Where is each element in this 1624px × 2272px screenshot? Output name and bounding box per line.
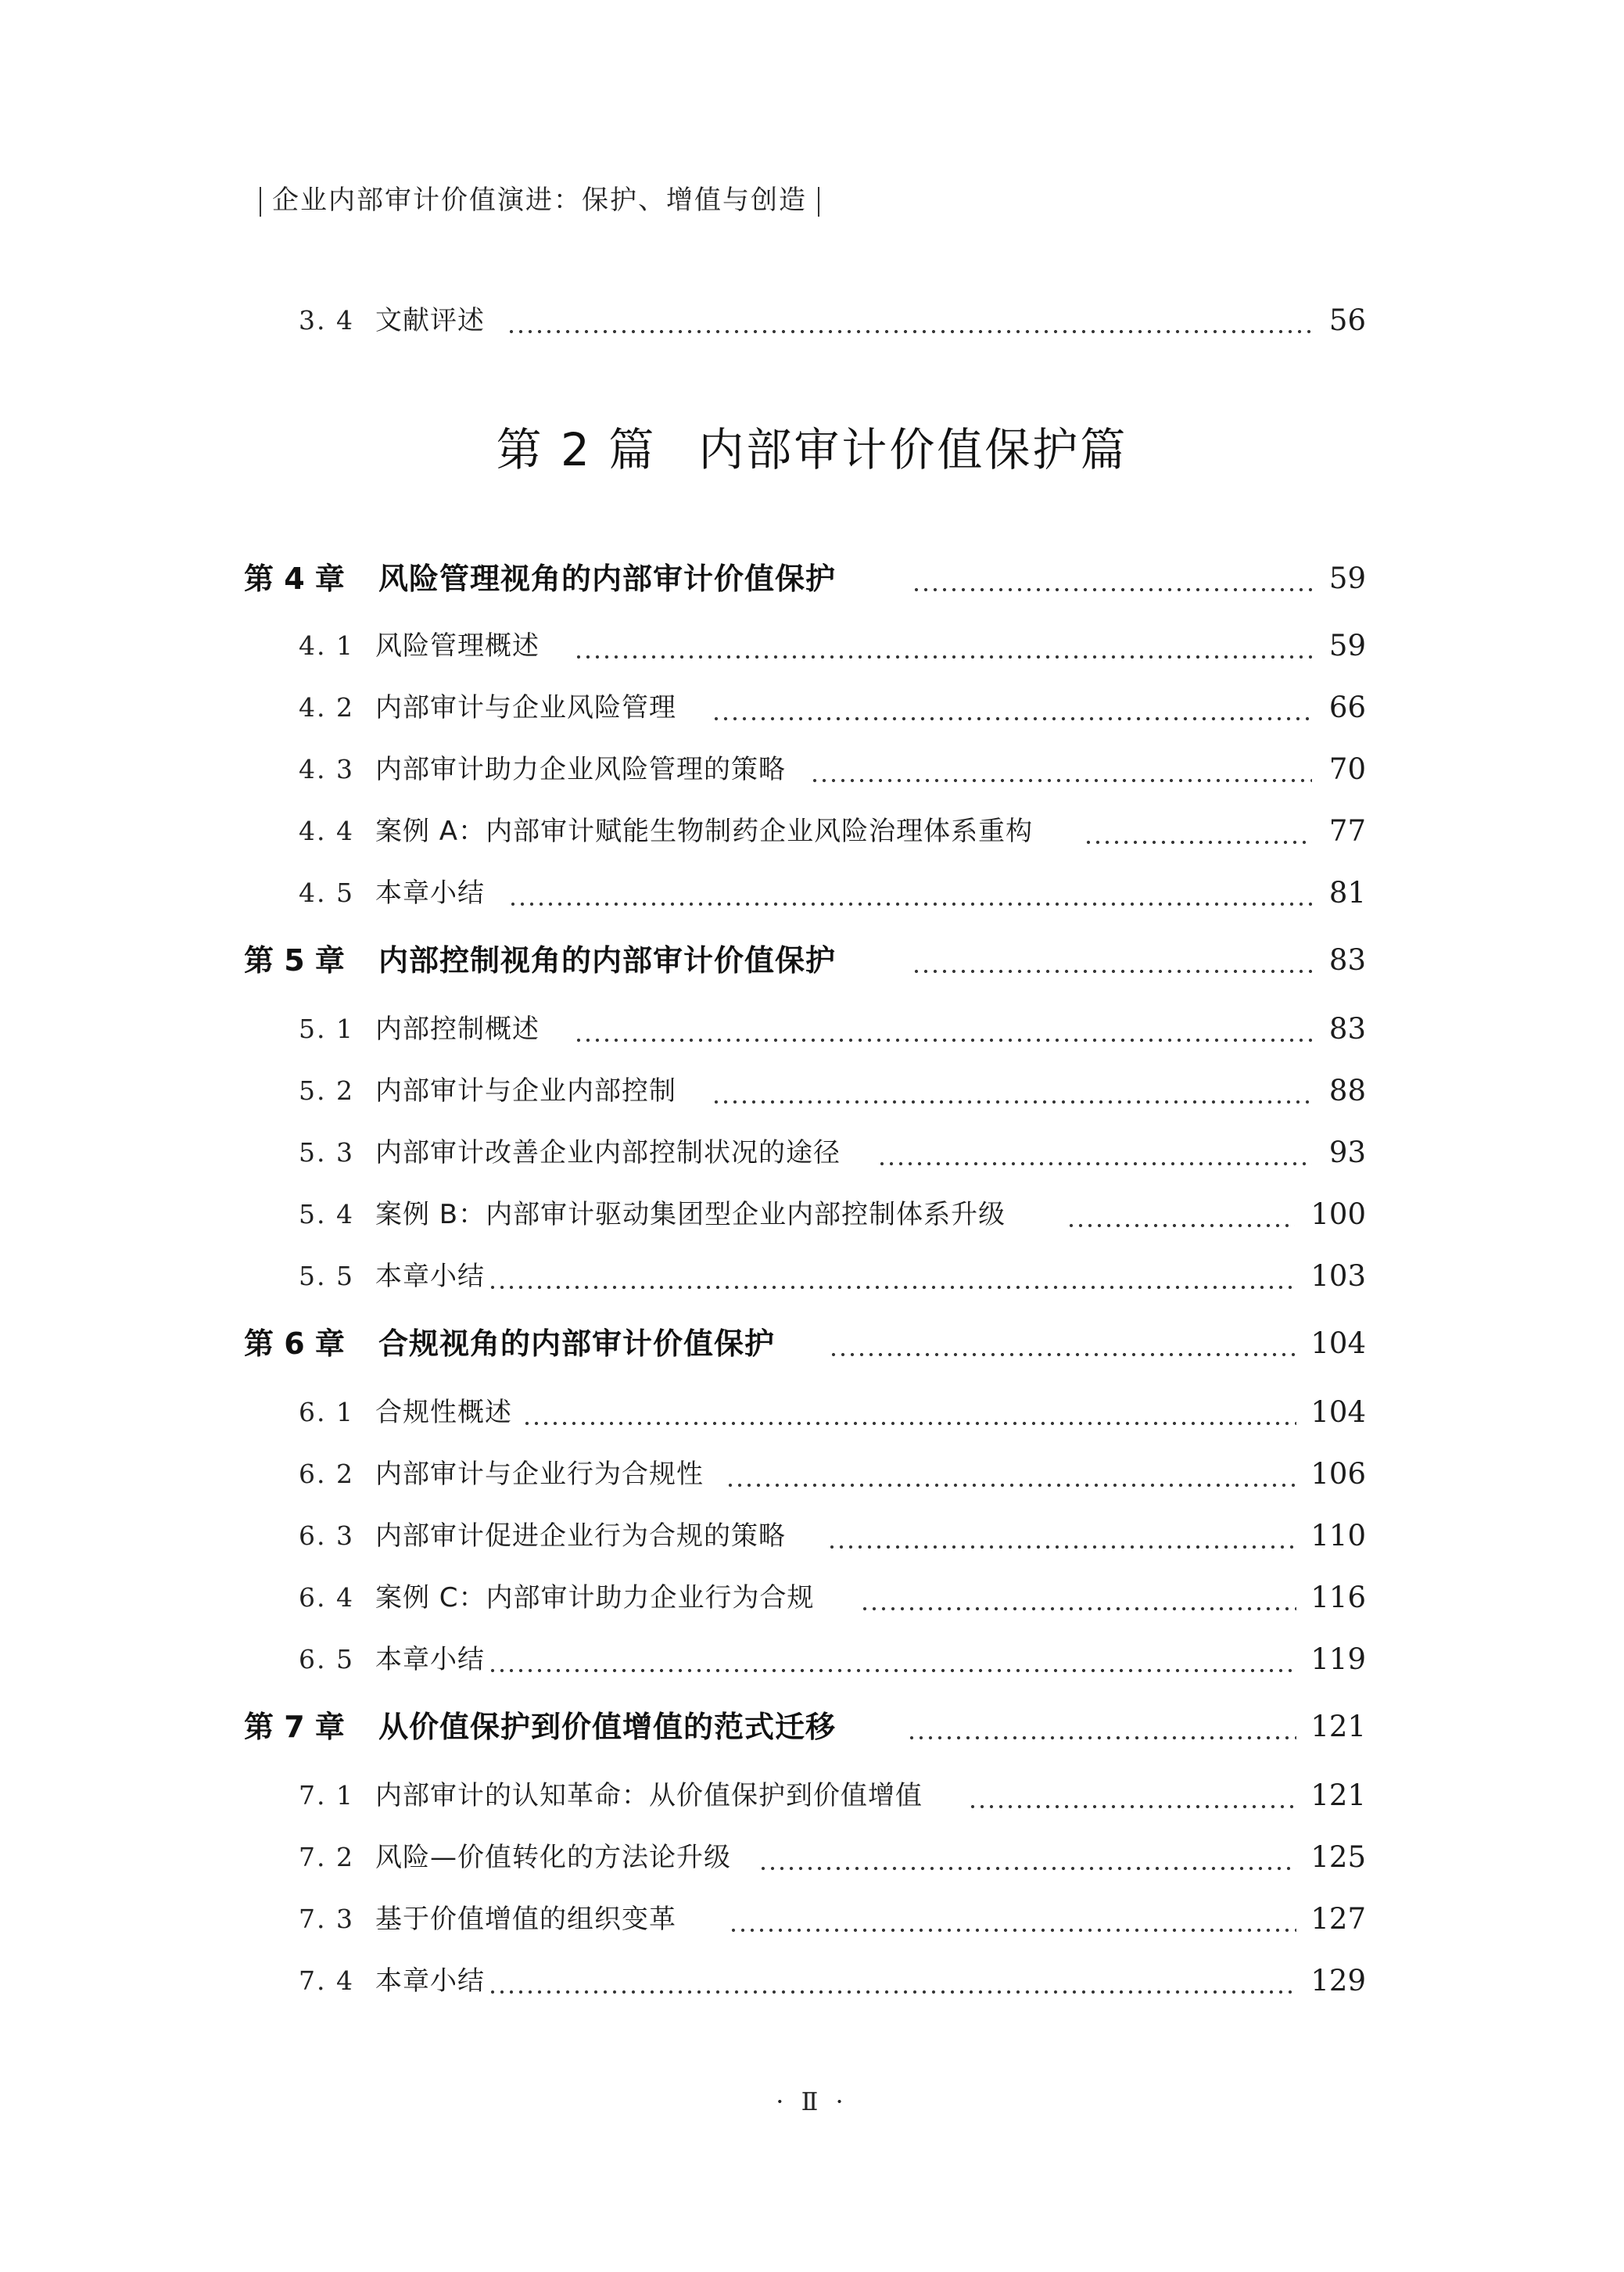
toc-chapter-row[interactable]	[0, 1703, 1624, 1750]
chapter-title: 内部控制视角的内部审计价值保护	[378, 943, 837, 978]
toc-section-row[interactable]	[0, 1636, 1624, 1683]
section-number: 5. 1	[299, 1014, 354, 1044]
toc-section-row[interactable]	[0, 1896, 1624, 1943]
section-title: 案例 C：内部审计助力企业行为合规	[375, 1582, 815, 1613]
page-number: 77	[1328, 814, 1366, 848]
section-number: 7. 1	[299, 1780, 354, 1811]
running-header	[249, 178, 830, 217]
leader-dots	[712, 684, 1312, 731]
toc-section-row[interactable]	[0, 1513, 1624, 1560]
page-number: 81	[1328, 876, 1366, 910]
page-number: 59	[1328, 562, 1366, 595]
section-number: 4. 1	[299, 630, 354, 661]
page-number: 88	[1328, 1074, 1366, 1107]
leader-dots	[860, 1574, 1296, 1621]
page-number: 116	[1310, 1581, 1366, 1614]
toc-section-row[interactable]	[0, 1834, 1624, 1881]
section-number: 6. 3	[299, 1520, 354, 1551]
section-number: 7. 4	[299, 1965, 354, 1996]
section-title: 本章小结	[375, 878, 485, 909]
page-folio: · Ⅱ ·	[776, 2087, 848, 2116]
page-number: 70	[1328, 752, 1366, 786]
chapter-title: 风险管理视角的内部审计价值保护	[378, 562, 837, 596]
toc-chapter-row[interactable]	[0, 555, 1624, 602]
leader-dots	[712, 1068, 1312, 1114]
section-number: 7. 2	[299, 1842, 354, 1872]
section-title: 风险管理概述	[375, 630, 540, 662]
leader-dots	[877, 1129, 1312, 1176]
section-title: 内部审计与企业风险管理	[375, 692, 676, 723]
section-number: 3. 4	[299, 305, 354, 336]
section-number: 4. 3	[299, 754, 354, 784]
toc-chapter-row[interactable]	[0, 937, 1624, 984]
toc-section-row[interactable]	[0, 1191, 1624, 1238]
leader-dots	[488, 1253, 1296, 1300]
chapter-title: 从价值保护到价值增值的范式迁移	[378, 1710, 837, 1744]
page-number: 56	[1328, 303, 1366, 337]
page-number: 59	[1328, 629, 1366, 662]
page-number: 119	[1310, 1642, 1366, 1676]
page-number: 104	[1310, 1395, 1366, 1429]
leader-dots	[907, 1703, 1296, 1750]
leader-dots	[508, 870, 1312, 917]
leader-dots	[1084, 808, 1312, 855]
leader-dots	[829, 1320, 1296, 1367]
toc-section-row[interactable]	[0, 623, 1624, 669]
page-number: 83	[1328, 943, 1366, 977]
section-title: 文献评述	[375, 305, 485, 336]
leader-dots	[968, 1772, 1296, 1819]
section-title: 案例 B：内部审计驱动集团型企业内部控制体系升级	[375, 1199, 1006, 1230]
chapter-number: 第 6 章	[244, 1326, 345, 1361]
section-number: 4. 4	[299, 816, 354, 846]
leader-dots	[488, 1958, 1296, 2005]
chapter-number: 第 4 章	[244, 562, 345, 596]
section-number: 5. 3	[299, 1137, 354, 1168]
section-title: 本章小结	[375, 1644, 485, 1675]
toc-chapter-row[interactable]	[0, 1320, 1624, 1367]
section-number: 6. 4	[299, 1582, 354, 1613]
part-title	[0, 413, 1624, 479]
section-title: 内部审计的认知革命：从价值保护到价值增值	[375, 1780, 923, 1811]
leader-dots	[827, 1513, 1296, 1560]
toc-section-row[interactable]	[0, 870, 1624, 917]
toc-section-row[interactable]	[0, 1129, 1624, 1176]
section-title: 合规性概述	[375, 1397, 512, 1428]
page-number: 66	[1328, 691, 1366, 724]
section-title: 案例 A：内部审计赋能生物制药企业风险治理体系重构	[375, 816, 1034, 847]
toc-section-row[interactable]	[0, 1772, 1624, 1819]
toc-section-row[interactable]	[0, 1958, 1624, 2005]
toc-section-row[interactable]	[0, 746, 1624, 793]
leader-dots	[912, 937, 1312, 984]
chapter-number: 第 5 章	[244, 943, 345, 978]
page-number: 121	[1310, 1710, 1366, 1743]
toc-section-row[interactable]	[0, 297, 1624, 344]
leader-dots	[574, 1006, 1312, 1053]
page-number: 129	[1310, 1964, 1366, 1997]
section-title: 本章小结	[375, 1965, 485, 1997]
page-number: 104	[1310, 1326, 1366, 1360]
section-number: 5. 4	[299, 1199, 354, 1229]
page-number: 110	[1310, 1519, 1366, 1552]
leader-dots	[488, 1636, 1296, 1683]
page-number: 103	[1310, 1259, 1366, 1293]
page-number: 121	[1310, 1778, 1366, 1812]
header-right-bar	[818, 187, 819, 217]
toc-section-row[interactable]	[0, 808, 1624, 855]
section-number: 7. 3	[299, 1904, 354, 1934]
toc-section-row[interactable]	[0, 1574, 1624, 1621]
section-number: 6. 2	[299, 1459, 354, 1489]
leader-dots	[522, 1389, 1296, 1436]
section-number: 4. 5	[299, 878, 354, 908]
part-label: 第 2 篇	[496, 423, 657, 476]
section-number: 6. 1	[299, 1397, 354, 1427]
leader-dots	[1067, 1191, 1295, 1238]
section-title: 内部控制概述	[375, 1014, 540, 1045]
section-title: 基于价值增值的组织变革	[375, 1904, 676, 1935]
leader-dots	[758, 1834, 1296, 1881]
section-number: 6. 5	[299, 1644, 354, 1674]
leader-dots	[507, 297, 1312, 344]
section-title: 本章小结	[375, 1261, 485, 1292]
section-title: 内部审计改善企业内部控制状况的途径	[375, 1137, 841, 1168]
header-left-bar	[260, 187, 261, 217]
page-number: 125	[1310, 1840, 1366, 1874]
section-title: 风险—价值转化的方法论升级	[375, 1842, 731, 1873]
leader-dots	[726, 1451, 1296, 1498]
chapter-title: 合规视角的内部审计价值保护	[378, 1326, 776, 1361]
leader-dots	[729, 1896, 1296, 1943]
leader-dots	[574, 623, 1312, 669]
page-number: 106	[1310, 1457, 1366, 1491]
section-number: 5. 2	[299, 1075, 354, 1106]
toc-section-row[interactable]	[0, 1389, 1624, 1436]
toc-section-row[interactable]	[0, 1451, 1624, 1498]
section-number: 4. 2	[299, 692, 354, 723]
section-title: 内部审计与企业行为合规性	[375, 1459, 704, 1490]
toc-section-row[interactable]	[0, 684, 1624, 731]
part-name: 内部审计价值保护篇	[698, 423, 1128, 476]
toc-section-row[interactable]	[0, 1253, 1624, 1300]
section-title: 内部审计促进企业行为合规的策略	[375, 1520, 786, 1552]
chapter-number: 第 7 章	[244, 1710, 345, 1744]
page-number: 127	[1310, 1902, 1366, 1936]
leader-dots	[912, 555, 1312, 602]
toc-section-row[interactable]	[0, 1006, 1624, 1053]
section-number: 5. 5	[299, 1261, 354, 1291]
running-title: 企业内部审计价值演进：保护、增值与创造	[272, 185, 807, 216]
page-number: 83	[1328, 1012, 1366, 1046]
page-number: 100	[1310, 1197, 1366, 1231]
leader-dots	[810, 746, 1312, 793]
toc-section-row[interactable]	[0, 1068, 1624, 1114]
section-title: 内部审计与企业内部控制	[375, 1075, 676, 1107]
section-title: 内部审计助力企业风险管理的策略	[375, 754, 786, 785]
page-number: 93	[1328, 1136, 1366, 1169]
